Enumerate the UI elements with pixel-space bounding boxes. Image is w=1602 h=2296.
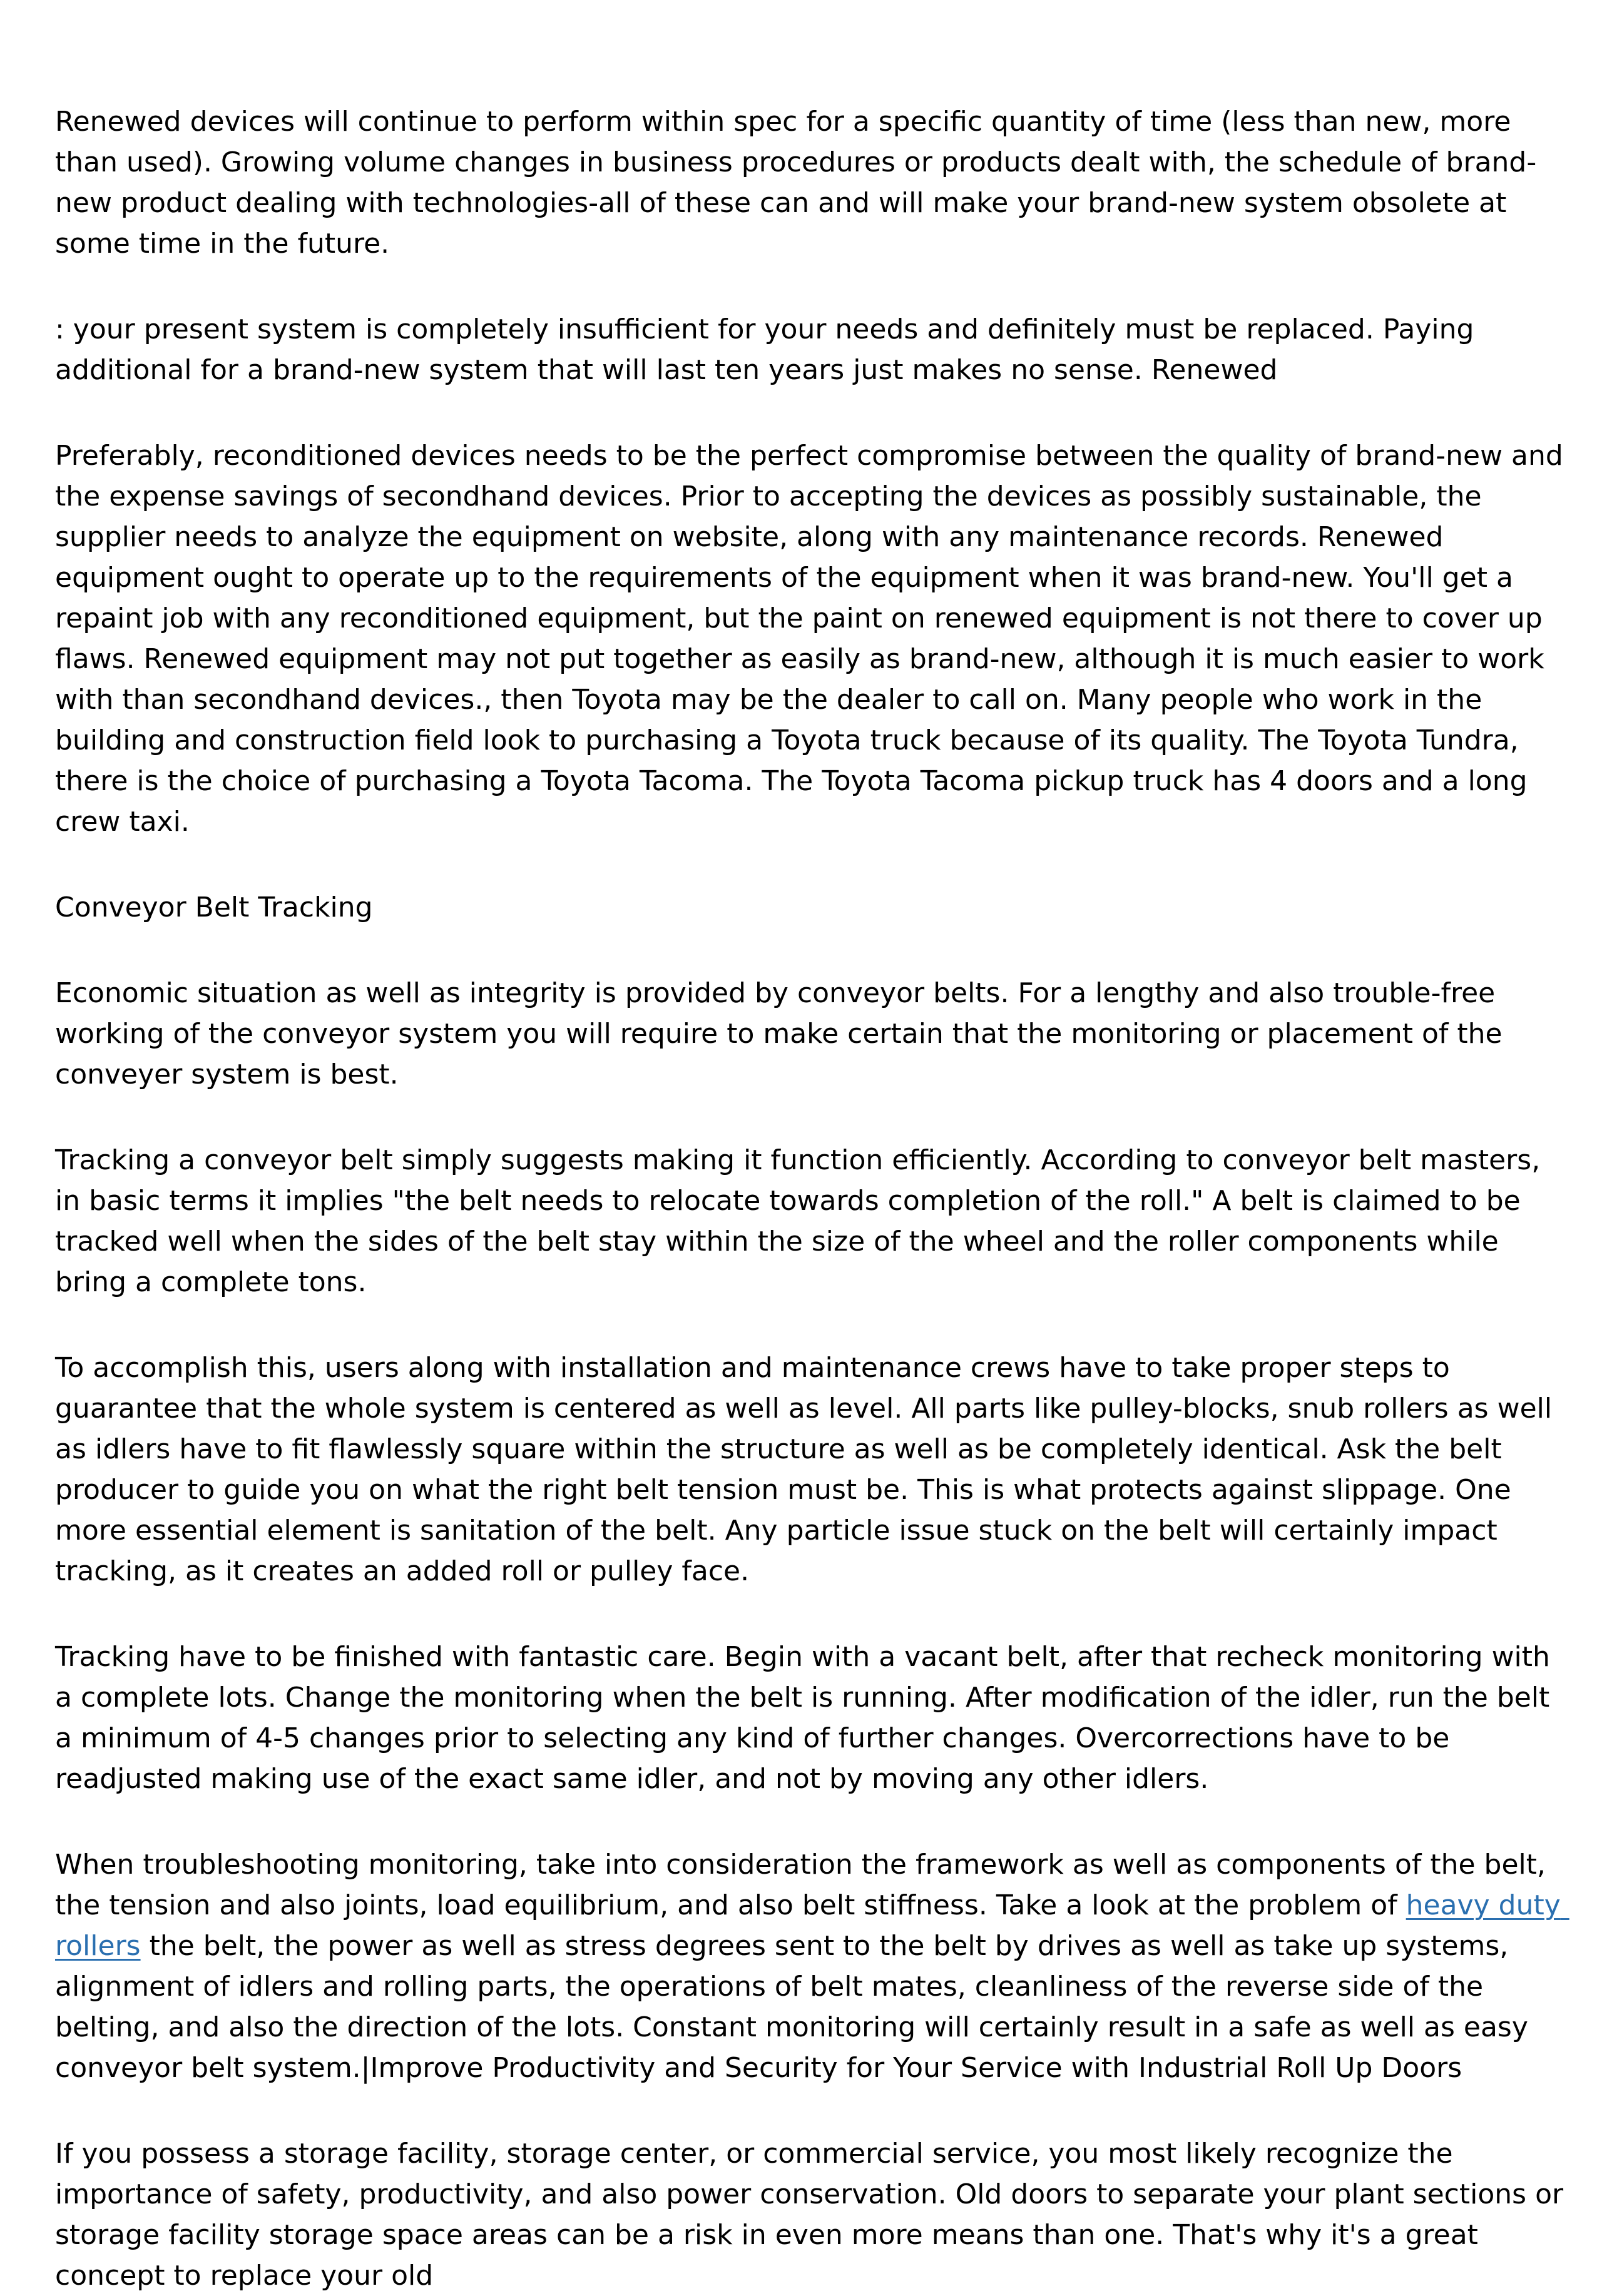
troubleshooting-text-after-link: the belt, the power as well as stress degrees sent to the belt by drives as well as take up systems, alignment of idlers and rolling parts, the operations of belt mates, cleanliness of the reverse side of the belting, and also the direction of the lots. Constant monitoring will certainly result in a safe as well as easy conveyor belt system.|Improve Productivity and Security for Your Service with Industrial Roll Up Doors [55,1930,1537,2084]
paragraph-economic-situation: Economic situation as well as integrity is provided by conveyor belts. For a lengthy and also trouble-free working of the conveyor system you will require to make certain that the monitoring or placement of the conveyer system is best. [55,977,1511,1090]
paragraph-present-system: : your present system is completely insufficient for your needs and definitely must be replaced. Paying additional for a brand-new system that will last ten years just makes no sense. Renewed [55,313,1483,386]
paragraph-storage-facility: If you possess a storage facility, storage center, or commercial service, you most likely recognize the importance of safety, productivity, and also power conservation. Old doors to separate your plant sections or storage facility storage space areas can be a risk in even more means than one. That's why it's a great concept to replace your old [55,2138,1573,2292]
section-heading-conveyor-belt-tracking: Conveyor Belt Tracking [55,891,373,923]
paragraph-tracking-care: Tracking have to be finished with fantastic care. Begin with a vacant belt, after that recheck monitoring with a complete lots. Change the monitoring when the belt is running. After modification of the idler, run the belt a minimum of 4-5 changes prior to selecting any kind of further changes. Overcorrections have to be readjusted making use of the exact same idler, and not by moving any other idlers. [55,1641,1559,1795]
heavy-duty-rollers-link[interactable]: heavy duty rollers [55,1889,1569,1962]
paragraph-tracking-conveyor-belt: Tracking a conveyor belt simply suggests making it function efficiently. According to conveyor belt masters, in basic terms it implies "the belt needs to relocate towards completion of the roll." A belt is claimed to be tracked well when the sides of the belt stay within the size of the wheel and the roller components while bring a complete tons. [55,1144,1549,1298]
paragraph-reconditioned-devices: Preferably, reconditioned devices needs to be the perfect compromise between the quality of brand-new and the expense savings of secondhand devices. Prior to accepting the devices as possibly sustainable, the supplier needs to analyze the equipment on website, along with any maintenance records. Renewed equipment ought to operate up to the requirements of the equipment when it was brand-new. You'll get a repaint job with any reconditioned equipment, but the paint on renewed equipment is not there to cover up flaws. Renewed equipment may not put together as easily as brand-new, although it is much easier to work with than secondhand devices., then Toyota may be the dealer to call on. Many people who work in the building and construction field look to purchasing a Toyota truck because of its quality. The Toyota Tundra, there is the choice of purchasing a Toyota Tacoma. The Toyota Tacoma pickup truck has 4 doors and a long crew taxi. [55,440,1572,838]
paragraph-accomplish-this: To accomplish this, users along with installation and maintenance crews have to take proper steps to guarantee that the whole system is centered as well as level. All parts like pulley-blocks, snub rollers as well as idlers have to fit flawlessly square within the structure as well as be completely identical. Ask the belt producer to guide you on what the right belt tension must be. This is what protects against slippage. One more essential element is sanitation of the belt. Any particle issue stuck on the belt will certainly impact tracking, as it creates an added roll or pulley face. [55,1352,1561,1587]
document-body [55,101,1573,2296]
paragraph-troubleshooting [55,1844,1568,2088]
paragraph-renewed-devices: Renewed devices will continue to perform within spec for a specific quantity of time (less than new, more than used). Growing volume changes in business procedures or products dealt with, the schedule of brand-new product dealing with technologies-all of these can and will make your brand-new system obsolete at some time in the future. [55,106,1537,260]
troubleshooting-text-before-link: When troubleshooting monitoring, take into consideration the framework as well as components of the belt, the tension and also joints, load equilibrium, and also belt stiffness. Take a look at the problem of [55,1849,1555,1921]
